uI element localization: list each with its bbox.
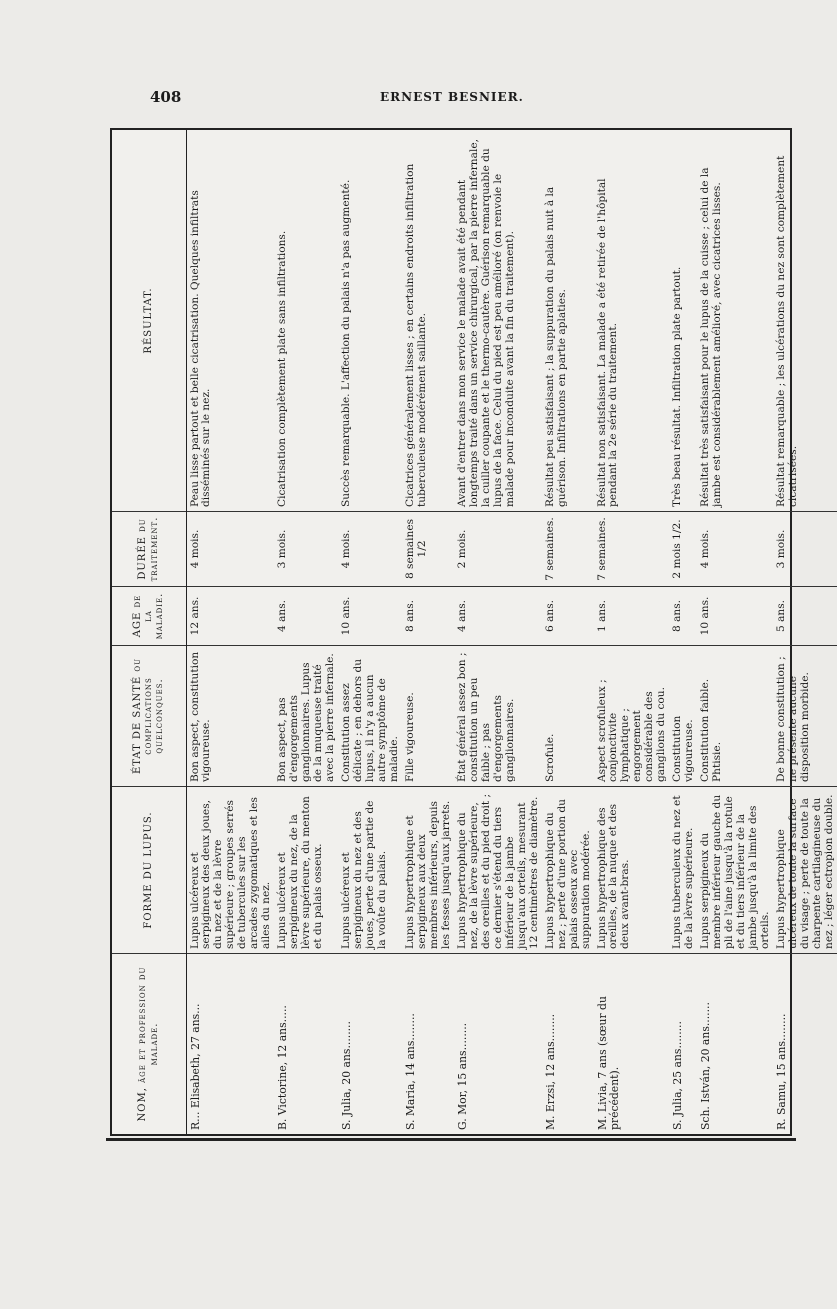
cell-resultat: Résultat non satisfaisant. La malade a été retirée de l'hôpital pendant la 2e série du traitement.	[595, 178, 620, 507]
table-header-row	[112, 130, 186, 1134]
cell-forme: Lupus hypertrophique du nez ; perte d'une portion du palais osseux avec suppuration modérée.	[542, 787, 594, 954]
header-forme: FORME DU LUPUS.	[112, 787, 186, 954]
cell-duree: 3 mois.	[274, 512, 338, 587]
cell-forme: Lupus ulcéreux et serpigineux des deux joues, du nez et de la lèvre supérieure ; groupes serrés de tubercules sur les arcades zygomatiques et les ailes du nez.	[186, 787, 274, 954]
cell-forme: Lupus serpigineux du membre inférieur gauche du pli de l'aine jusqu'à la rotule et du tiers inférieur de la jambe jusqu'à la limite des orteils.	[697, 787, 773, 954]
cell-patient: R. Samu, 15 ans........	[773, 954, 837, 1135]
cell-etat: De bonne constitution ; ne présente aucune disposition morbide.	[773, 646, 837, 787]
cell-age: 6 ans.	[542, 587, 594, 646]
cell-duree: 2 mois 1/2.	[669, 512, 697, 587]
cell-age: 8 ans.	[402, 587, 454, 646]
table-row	[542, 130, 594, 1134]
cell-patient: M. Erzsi, 12 ans........	[542, 954, 594, 1135]
header-duree: DURÉE du traitement.	[112, 512, 186, 587]
cell-etat: Aspect scrofuleux ; conjonctivite lymphatique ; engorgement considérable des ganglions du cou.	[594, 646, 670, 787]
cell-resultat: Cicatrisation complètement plate sans infiltrations.	[276, 230, 289, 507]
cell-etat: Scrofule.	[542, 646, 594, 787]
cell-forme: Lupus tuberculeux du nez et de la lèvre supérieure.	[669, 787, 697, 954]
table-row	[274, 130, 338, 1134]
cell-forme: Lupus ulcéreux et serpigineux du nez, de la lèvre supérieure, du menton et du palais osseux.	[274, 787, 338, 954]
cell-duree: 3 mois.	[773, 512, 837, 587]
cell-patient: S. Maria, 14 ans........	[402, 954, 454, 1135]
header-age: AGE de la maladie.	[112, 587, 186, 646]
cell-patient: M. Livia, 7 ans (sœur du précédent).	[594, 954, 670, 1135]
cell-age: 10 ans.	[697, 587, 773, 646]
lupus-results-table	[110, 128, 835, 1136]
cell-forme: Lupus ulcéreux et serpigineux du nez et des joues, perte d'une partie de la voûte du palais.	[338, 787, 402, 954]
cell-patient: S. Julia, 20 ans........	[338, 954, 402, 1135]
table-row	[402, 130, 454, 1134]
cell-etat: Bon aspect, constitution vigoureuse.	[186, 646, 274, 787]
table-row	[669, 130, 697, 1134]
cell-duree: 8 semaines 1/2	[402, 512, 454, 587]
cell-etat: Fille vigoureuse.	[402, 646, 454, 787]
cell-age: 10 ans.	[338, 587, 402, 646]
cell-age: 8 ans.	[669, 587, 697, 646]
table-row	[773, 130, 837, 1134]
header-etat: ÉTAT DE SANTÉ ou complications quelconques.	[112, 646, 186, 787]
cell-resultat: Très beau résultat. Infiltration plate partout.	[671, 266, 684, 507]
cell-duree: 4 mois.	[697, 512, 773, 587]
table-row	[594, 130, 670, 1134]
table-row	[454, 130, 542, 1134]
header-patient: NOM, âge et profession du malade.	[112, 954, 186, 1135]
header-resultat: RÉSULTAT.	[112, 130, 186, 512]
cell-patient: G. Mor, 15 ans........	[454, 954, 542, 1135]
cell-age: 1 ans.	[594, 587, 670, 646]
results-table	[112, 130, 837, 1134]
cell-duree: 4 mois.	[186, 512, 274, 587]
cell-resultat: Résultat très satisfaisant pour le lupus de la cuisse ; celui de la jambe est considérablement amélioré, avec cicatrices lisses.	[699, 167, 724, 507]
cell-age: 5 ans.	[773, 587, 837, 646]
page-number: 408	[150, 88, 182, 106]
cell-resultat: Résultat remarquable ; les ulcérations du nez sont complètement cicatrisées.	[775, 155, 800, 507]
cell-etat: Bon aspect, pas d'engorgements ganglionnaires. Lupus de la muqueuse traité avec la pierre infernale.	[274, 646, 338, 787]
table-row	[697, 130, 773, 1134]
cell-forme: Lupus hypertrophique ulcéreux de toute la surface du visage ; perte de toute la charpente cartilagineuse du nez ; léger ectropion double.	[773, 787, 837, 954]
cell-duree: 7 semaines.	[594, 512, 670, 587]
cell-resultat: Avant d'entrer dans mon service le malade avait été pendant longtemps traité dans un service chirurgical, par la pierre infernale, la cuiller coupante et le thermo-cautère. Guérison remarquable du lupus de la face. Celui du pied est peu amélioré (on renvoie le malade pour inconduite avant la fin du traitement).	[455, 139, 516, 507]
cell-patient: B. Victorine, 12 ans.....	[274, 954, 338, 1135]
cell-forme: Lupus hypertrophique du nez, de la lèvre supérieure, des oreilles et du pied droit ; ce dernier s'étend du tiers inférieur de la jambe jusqu'aux orteils, mesurant 12 centimètres de diamètre.	[454, 787, 542, 954]
cell-age: 4 ans.	[454, 587, 542, 646]
cell-etat: Constitution vigoureuse.	[669, 646, 697, 787]
cell-resultat: Résultat peu satisfaisant ; la suppuration du palais nuit à la guérison. Infiltrations en partie aplaties.	[543, 186, 568, 507]
cell-resultat: Peau lisse partout et belle cicatrisation. Quelques infiltrats disséminés sur le nez.	[188, 190, 213, 507]
cell-etat: Constitution faible. Phtisie.	[697, 646, 773, 787]
table-row	[186, 130, 274, 1134]
table-row	[338, 130, 402, 1134]
cell-etat: État général assez bon ; constitution un peu faible ; pas d'engorgements ganglionnaires.	[454, 646, 542, 787]
cell-duree: 2 mois.	[454, 512, 542, 587]
cell-duree: 7 semaines.	[542, 512, 594, 587]
cell-forme: Lupus hypertrophique des oreilles, de la nuque et des deux avant-bras.	[594, 787, 670, 954]
cell-age: 12 ans.	[186, 587, 274, 646]
rotated-table-frame	[112, 130, 835, 1134]
cell-patient: R... Elisabeth, 27 ans...	[186, 954, 274, 1135]
cell-etat: Constitution assez délicate ; en dehors du lupus, il n'y a aucun autre symptôme de maladie.	[338, 646, 402, 787]
cell-forme: Lupus hypertrophique et serpigineux aux deux membres inférieurs, depuis les fesses jusqu'aux jarrets.	[402, 787, 454, 954]
cell-age: 4 ans.	[274, 587, 338, 646]
cell-duree: 4 mois.	[338, 512, 402, 587]
cell-resultat: Succès remarquable. L'affection du palais n'a pas augmenté.	[340, 179, 353, 507]
cell-resultat: Cicatrices généralement lisses ; en certains endroits infiltration tuberculeuse modérément saillante.	[403, 163, 428, 507]
running-head: ERNEST BESNIER.	[380, 90, 524, 104]
cell-patient: Sch. István, 20 ans.......	[697, 954, 773, 1135]
cell-patient: S. Julia, 25 ans........	[669, 954, 697, 1135]
